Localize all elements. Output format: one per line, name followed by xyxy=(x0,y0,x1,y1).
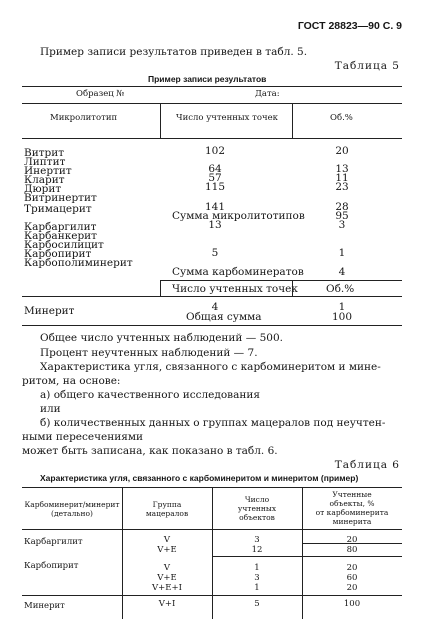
table6-vrule xyxy=(122,529,123,619)
table6-row-pct: 100 xyxy=(343,599,361,609)
table6-sub-rule xyxy=(302,543,402,544)
table5-row-name: Витрит xyxy=(24,147,65,159)
text-line: может быть записана, как показано в табл. 6. xyxy=(22,445,278,457)
table5-row-percent: 13 xyxy=(335,163,349,175)
table6-row-group: V xyxy=(163,535,171,545)
table5-row-name: Липтит xyxy=(24,156,66,168)
table5-label: Таблица 5 xyxy=(334,60,400,72)
table6-col4: Учтенные xyxy=(332,490,372,499)
table6-vrule xyxy=(212,529,213,619)
table6-col2: Группа xyxy=(152,500,182,509)
table6-col3: Число xyxy=(244,495,270,504)
table6-row-name: Карбопирит xyxy=(24,561,79,571)
table5-mineral-points: 4 xyxy=(211,301,219,313)
table6-row-pct: 80 xyxy=(346,545,358,555)
table5-rule xyxy=(22,103,402,104)
table5-row-percent: 28 xyxy=(335,201,349,213)
table5-rule xyxy=(160,280,402,281)
table6-label: Таблица 6 xyxy=(334,459,400,471)
table6-col1: (детально) xyxy=(51,509,93,518)
table6-col2: мацералов xyxy=(145,509,189,518)
table6-row-pct: 20 xyxy=(346,563,358,573)
table6-row-group: V+E xyxy=(157,545,177,555)
text-line: ными пересечениями xyxy=(22,431,144,443)
table5-sum-carbo-label: Сумма карбоминератов xyxy=(172,266,304,278)
table5-row-points: 13 xyxy=(208,219,222,231)
table5-row-name: Кларит xyxy=(24,174,65,186)
text-line: Общее число учтенных наблюдений — 500. xyxy=(40,332,283,344)
table6-col4: объекты, % xyxy=(329,499,375,508)
table6-row-count: 3 xyxy=(254,535,260,545)
table5-row-points: 141 xyxy=(204,201,226,213)
text-line: а) общего качественного исследования xyxy=(40,389,260,401)
table5-row-points: 5 xyxy=(211,247,219,259)
table6-row-group: V+I xyxy=(158,599,176,609)
table5-sample-label: Образец № xyxy=(76,89,125,99)
table5-col-points: Число учтенных точек xyxy=(176,113,278,123)
table5-row-percent: 1 xyxy=(338,247,346,259)
table6-row-pct: 20 xyxy=(346,535,358,545)
table5-col-points2: Число учтенных точек xyxy=(172,283,298,295)
table5-row-points: 64 xyxy=(208,163,222,175)
table6-row-name: Карбаргилит xyxy=(24,537,83,547)
table6-col4: от карбоминерита xyxy=(315,508,389,517)
table5-col-microlithotype: Микролитотип xyxy=(50,113,118,123)
table6-col3: объектов xyxy=(239,513,275,522)
table5-total-label: Общая сумма xyxy=(186,311,262,323)
table5-row-percent: 3 xyxy=(338,219,346,231)
table5-mineral-percent: 1 xyxy=(338,301,346,313)
table5-sum-micro-value: 95 xyxy=(335,210,349,222)
table6-row-count: 12 xyxy=(251,545,263,555)
table5-sum-carbo-value: 4 xyxy=(338,266,346,278)
text-line: б) количественных данных о группах мацералов под неучтен- xyxy=(40,417,386,429)
table5-row-percent: 23 xyxy=(335,181,349,193)
table5-vrule xyxy=(292,280,293,297)
table6-vrule xyxy=(302,529,303,619)
table6-row-count: 3 xyxy=(254,573,260,583)
table5-vrule xyxy=(292,103,293,139)
table5-row-points: 57 xyxy=(208,172,222,184)
text-line: ритом, на основе: xyxy=(22,375,121,387)
table6-row-group: V+E xyxy=(157,573,177,583)
table5-vrule xyxy=(160,103,161,139)
table6-row-pct: 20 xyxy=(346,583,358,593)
table5-sum-micro-label: Сумма микролитотипов xyxy=(172,210,305,222)
table5-col-percent: Об.% xyxy=(330,113,353,123)
page-header: ГОСТ 28823—90 С. 9 xyxy=(297,20,402,32)
table5-total-value: 100 xyxy=(331,311,353,323)
table5-row-percent: 20 xyxy=(335,145,349,157)
table5-row-name: Дюрит xyxy=(24,183,62,195)
table6-col1: Карбоминерит/минерит xyxy=(24,500,120,509)
table6-row-count: 1 xyxy=(254,583,260,593)
table5-row-name: Карбосилицит xyxy=(24,239,104,251)
table5-row-name: Тримацерит xyxy=(24,203,92,215)
table5-row-points: 102 xyxy=(204,145,226,157)
table6-row-pct: 60 xyxy=(346,573,358,583)
text-line: Характеристика угля, связанного с карбоминеритом и мине- xyxy=(40,361,381,373)
table5-bottom-rule xyxy=(22,325,402,326)
table5-mineral-name: Минерит xyxy=(24,305,75,317)
table6-row-group: V+E+I xyxy=(152,583,182,593)
table5-row-percent: 11 xyxy=(335,172,349,184)
text-line: или xyxy=(40,403,61,415)
table5-top-rule xyxy=(22,86,402,87)
table5-rule xyxy=(22,296,402,297)
intro-text: Пример записи результатов приведен в табл. 5. xyxy=(40,46,308,58)
table5-title: Пример записи результатов xyxy=(148,74,267,84)
table5-vrule xyxy=(160,280,161,297)
table5-row-name: Инертит xyxy=(24,165,72,177)
table6-row-count: 1 xyxy=(254,563,260,573)
table6-row-group: V xyxy=(163,563,171,573)
table6-row-name: Минерит xyxy=(24,601,65,611)
table5-row-name: Карбаргилит xyxy=(24,221,97,233)
table5-row-points: 115 xyxy=(204,181,226,193)
table5-row-name: Карбополиминерит xyxy=(24,257,133,269)
table6-row-count: 5 xyxy=(254,599,260,609)
table5-row-name: Карбопирит xyxy=(24,248,92,260)
table5-col-percent2: Об.% xyxy=(326,283,355,295)
table6-rule xyxy=(212,556,402,557)
table5-date-label: Дата: xyxy=(255,89,280,99)
table5-row-name: Карбанкерит xyxy=(24,230,97,242)
table5-row-name: Витринертит xyxy=(24,192,97,204)
table6-col3: учтенных xyxy=(237,504,277,513)
table5-rule xyxy=(22,138,402,139)
table6-col4: минерита xyxy=(332,517,372,526)
table6-title: Характеристика угля, связанного с карбоминеритом и минеритом (пример) xyxy=(40,473,359,483)
text-line: Процент неучтенных наблюдений — 7. xyxy=(40,347,258,359)
